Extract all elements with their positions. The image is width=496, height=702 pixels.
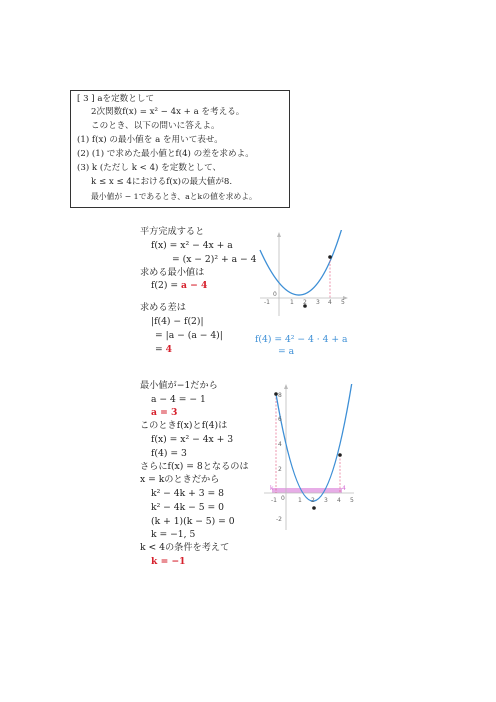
problem-line: 最小値が − 1であるとき、aとkの値を求めよ。 (91, 192, 257, 201)
problem-box (70, 90, 290, 208)
question-1: (1) f(x) の最小値を a を用いて表せ。 (77, 135, 223, 145)
solution2-line: a − 4 = − 1 (151, 394, 206, 405)
problem-line: 2次関数f(x) = x² − 4x + a を考える。 (91, 107, 245, 117)
solution2-line: このときf(x)とf(4)は (140, 420, 228, 431)
solution1-min: f(2) = a − 4 (151, 280, 208, 291)
graph-1 (258, 230, 350, 320)
y-tick-label: 6 (278, 416, 282, 423)
solution2-line: x = kのときだから (140, 474, 220, 485)
question-3: (3) k (ただし k < 4) を定数として、 (77, 163, 222, 173)
problem-header: [ 3 ] aを定数として (77, 94, 155, 104)
blue-note: = a (278, 346, 295, 357)
solution1-line: = (x − 2)² + a − 4 (172, 254, 257, 265)
k-label: k (270, 485, 274, 492)
solution2-line: さらにf(x) = 8となるのは (140, 461, 249, 472)
y-tick-label: 8 (278, 392, 282, 399)
solution2-line: k² − 4k + 3 = 8 (151, 488, 224, 499)
solution2-line: (k + 1)(k − 5) = 0 (151, 516, 235, 527)
vertex-point (312, 506, 316, 510)
f4-point (328, 255, 332, 259)
y-axis-arrow (277, 232, 281, 237)
solution1-line: 平方完成すると (140, 226, 205, 237)
solution2-line: 最小値が−1だから (140, 380, 218, 391)
problem-line: k ≤ x ≤ 4におけるf(x)の最大値が8. (91, 177, 233, 187)
x-tick-label: 5 (350, 497, 354, 504)
tick-label: 5 (341, 299, 345, 306)
solution2-line: f(x) = x² − 4x + 3 (151, 434, 234, 445)
x-tick-label: 0 (281, 495, 285, 502)
y-axis-arrow (284, 384, 288, 389)
tick-label: 0 (273, 291, 277, 298)
solution2-line: k² − 4k − 5 = 0 (151, 502, 224, 513)
f4-point (338, 453, 342, 457)
four-label: 4 (342, 485, 346, 492)
x-tick-label: 2 (311, 497, 315, 504)
question-2: (2) (1) で求めた最小値とf(4) の差を求めよ。 (77, 149, 254, 159)
y-tick-label: 2 (278, 466, 282, 473)
a-answer: a = 3 (151, 407, 178, 418)
tick-label: 2 (303, 299, 307, 306)
y-tick-label: 4 (278, 441, 282, 448)
blue-note: f(4) = 4² − 4 · 4 + a (255, 334, 348, 345)
graph-2 (262, 384, 358, 534)
x-tick-label: 4 (337, 497, 341, 504)
tick-label: -1 (264, 299, 270, 306)
solution1-line: = |a − (a − 4)| (155, 330, 223, 341)
diff-answer: 4 (165, 344, 173, 355)
tick-label: 1 (290, 299, 294, 306)
tick-label: 4 (328, 299, 332, 306)
solution1-line: f(x) = x² − 4x + a (151, 240, 233, 251)
x-tick-label: 1 (298, 497, 302, 504)
problem-line: このとき、以下の問いに答えよ。 (91, 121, 220, 131)
range-highlight (272, 488, 342, 493)
solution1-line: |f(4) − f(2)| (151, 316, 204, 327)
x-tick-label: 3 (324, 497, 328, 504)
tick-label: 3 (316, 299, 320, 306)
solution1-line: 求める最小値は (140, 267, 205, 278)
parabola (276, 384, 352, 501)
solution2-line: k = −1, 5 (151, 529, 196, 540)
solution2-line: f(4) = 3 (151, 448, 187, 459)
k-answer: k = −1 (151, 556, 186, 567)
solution2-line: k < 4の条件を考えて (140, 542, 230, 553)
solution1-line: 求める差は (140, 302, 186, 313)
min-answer: a − 4 (180, 280, 208, 291)
x-tick-label: -1 (271, 497, 277, 504)
y-tick-label: -2 (276, 516, 282, 523)
solution1-diff: = 4 (155, 344, 173, 355)
